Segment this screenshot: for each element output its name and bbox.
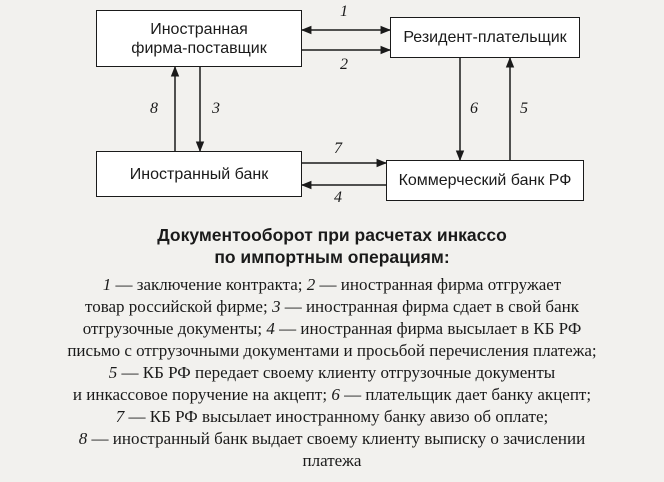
arrow-label-7: 7 [334,140,342,157]
supplier-box [96,10,302,67]
legend-line-1: 1 — заключение контракта; 2 — иностранная фирма отгружает [102,275,562,294]
legend-line-6: и инкассовое поручение на акцепт; 6 — плательщик дает банку акцепт; [72,385,592,404]
caption [0,224,664,472]
legend-line-5: 5 — КБ РФ передает своему клиенту отгрузочные документы [108,363,556,382]
arrow-label-2: 2 [340,56,348,73]
supplier-label-line1: Иностранная [150,20,248,38]
arrow-label-6: 6 [470,100,478,117]
foreign-bank-label: Иностранный банк [129,165,269,183]
arrow-label-4: 4 [334,189,342,206]
legend-line-3: отгрузочные документы; 4 — иностранная фирма высылает в КБ РФ [82,319,582,338]
arrow-label-1: 1 [340,3,348,20]
arrow-label-5: 5 [520,100,528,117]
arrow-label-8: 8 [150,100,158,117]
legend-line-7: 7 — КБ РФ высылает иностранному банку авизо об оплате; [115,407,549,426]
commercial-bank-label: Коммерческий банк РФ [398,172,572,189]
resident-box [390,17,580,58]
legend-line-8: 8 — иностранный банк выдает своему клиенту выписку о зачислении [78,429,586,448]
resident-label: Резидент-плательщик [403,29,567,46]
caption-title-line1: Документооборот при расчетах инкассо [157,225,507,245]
legend-line-9: платежа [302,451,362,470]
caption-legend [0,274,664,472]
foreign-bank-box [96,151,302,197]
legend-line-2: товар российской фирме; 3 — иностранная фирма сдает в свой банк [85,297,579,316]
arrow-label-3: 3 [212,100,220,117]
commercial-bank-box [386,160,584,201]
caption-title-line2: по импортным операциям: [214,247,450,267]
legend-line-4: письмо с отгрузочными документами и просьбой перечисления платежа; [67,341,597,360]
supplier-label-line2: фирма-поставщик [131,39,267,57]
